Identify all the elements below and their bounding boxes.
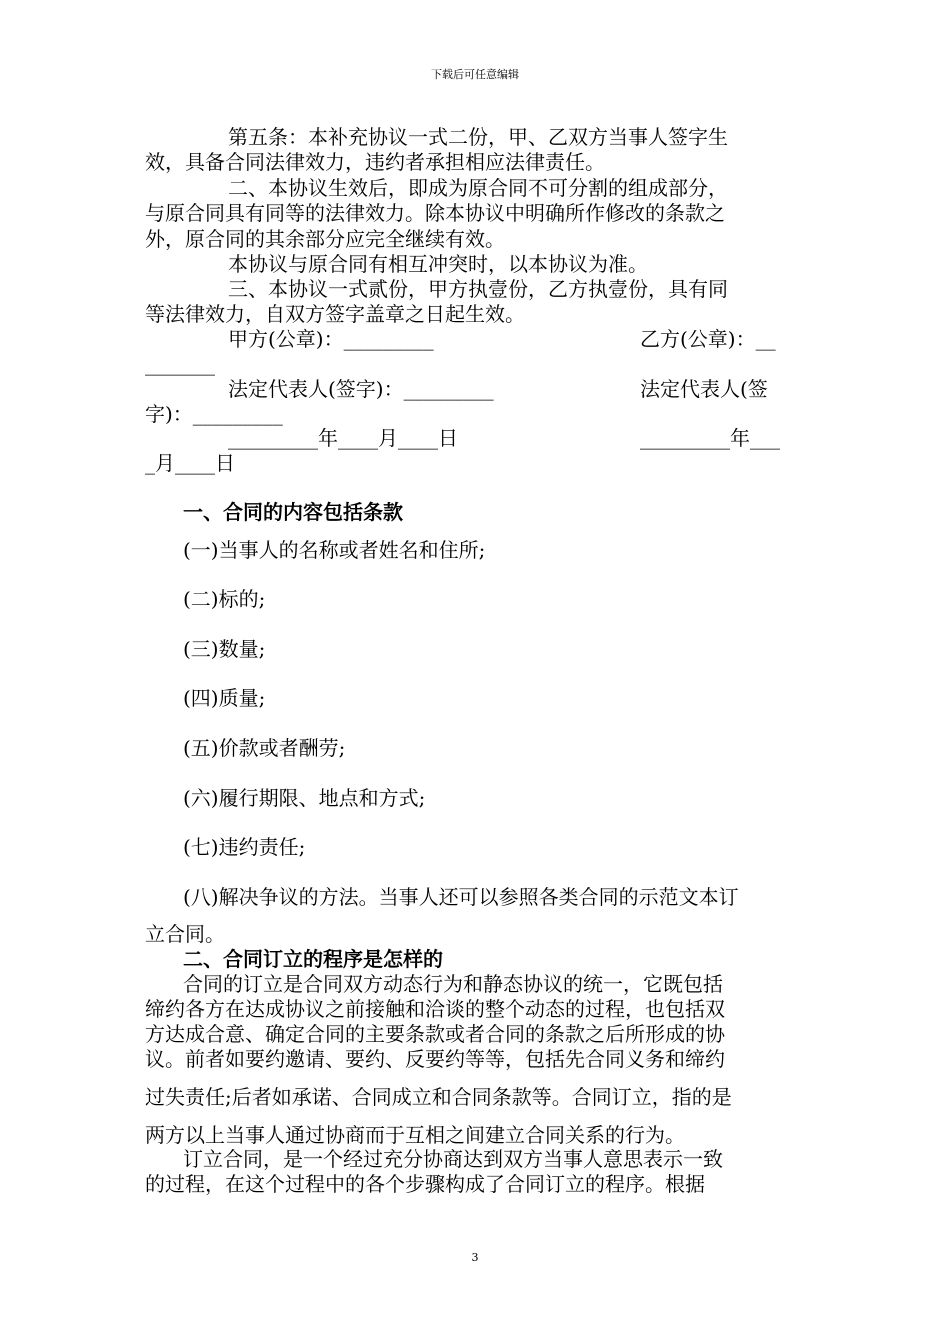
clause2-line2: 与原合同具有同等的法律效力。除本协议中明确所作修改的条款之 [145,201,725,225]
article5-line1: 第五条：本补充协议一式二份，甲、乙双方当事人签字生 [228,125,728,149]
party-b-seal: 乙方(公章)：__ [640,327,776,351]
section2-para1-line6: 两方以上当事人通过协商而于互相之间建立合同关系的行为。 [145,1123,685,1147]
section2-para2-line2: 的过程，在这个过程中的各个步骤构成了合同订立的程序。根据 [145,1172,705,1196]
list-item: (五)价款或者酬劳; [183,736,346,760]
clause2-line3: 外，原合同的其余部分应完全继续有效。 [145,227,505,251]
section2-para1-line2: 缔约各方在达成协议之前接触和洽谈的整个动态的过程，也包括双 [145,997,725,1021]
party-a-seal: 甲方(公章)：_________ [228,327,434,351]
page-number: 3 [471,1251,479,1264]
party-b-date: _________年___ [640,426,780,450]
article5-line2: 效，具备合同法律效力，违约者承担相应法律责任。 [145,150,605,174]
list-item: (六)履行期限、地点和方式; [183,786,426,810]
list-item: (一)当事人的名称或者姓名和住所; [183,538,486,562]
section2-heading: 二、合同订立的程序是怎样的 [183,947,443,971]
list-item: (四)质量; [183,686,266,710]
party-a-representative: 法定代表人(签字)：_________ [228,377,494,401]
section2-para1-line5: 过失责任;后者如承诺、合同成立和合同条款等。合同订立，指的是 [145,1085,732,1109]
party-b-date-continued: _月____日 [145,451,235,475]
page-header-note: 下载后可任意编辑 [431,68,519,81]
section1-heading: 一、合同的内容包括条款 [183,500,403,524]
party-b-seal-continued: _______ [145,352,215,376]
conflict-clause: 本协议与原合同有相互冲突时，以本协议为准。 [228,252,648,276]
section2-para1-line4: 议。前者如要约邀请、要约、反要约等等，包括先合同义务和缔约 [145,1047,725,1071]
section2-para1-line1: 合同的订立是合同双方动态行为和静态协议的统一，它既包括 [183,972,723,996]
party-b-representative: 法定代表人(签 [640,377,768,401]
party-b-representative-continued: 字)：_________ [145,402,283,426]
list-item: (七)违约责任; [183,835,306,859]
section2-para2-line1: 订立合同，是一个经过充分协商达到双方当事人意思表示一致 [183,1147,723,1171]
list-item-8-line1: (八)解决争议的方法。当事人还可以参照各类合同的示范文本订 [183,885,739,909]
clause2-line1: 二、本协议生效后，即成为原合同不可分割的组成部分， [228,176,728,200]
list-item: (二)标的; [183,587,266,611]
section2-para1-line3: 方达成合意、确定合同的主要条款或者合同的条款之后所形成的协 [145,1022,725,1046]
clause3-line2: 等法律效力，自双方签字盖章之日起生效。 [145,302,525,326]
party-a-date: _________年____月____日 [228,426,458,450]
clause3-line1: 三、本协议一式贰份，甲方执壹份，乙方执壹份，具有同 [228,277,728,301]
list-item-8-line2: 立合同。 [145,922,225,946]
list-item: (三)数量; [183,637,266,661]
